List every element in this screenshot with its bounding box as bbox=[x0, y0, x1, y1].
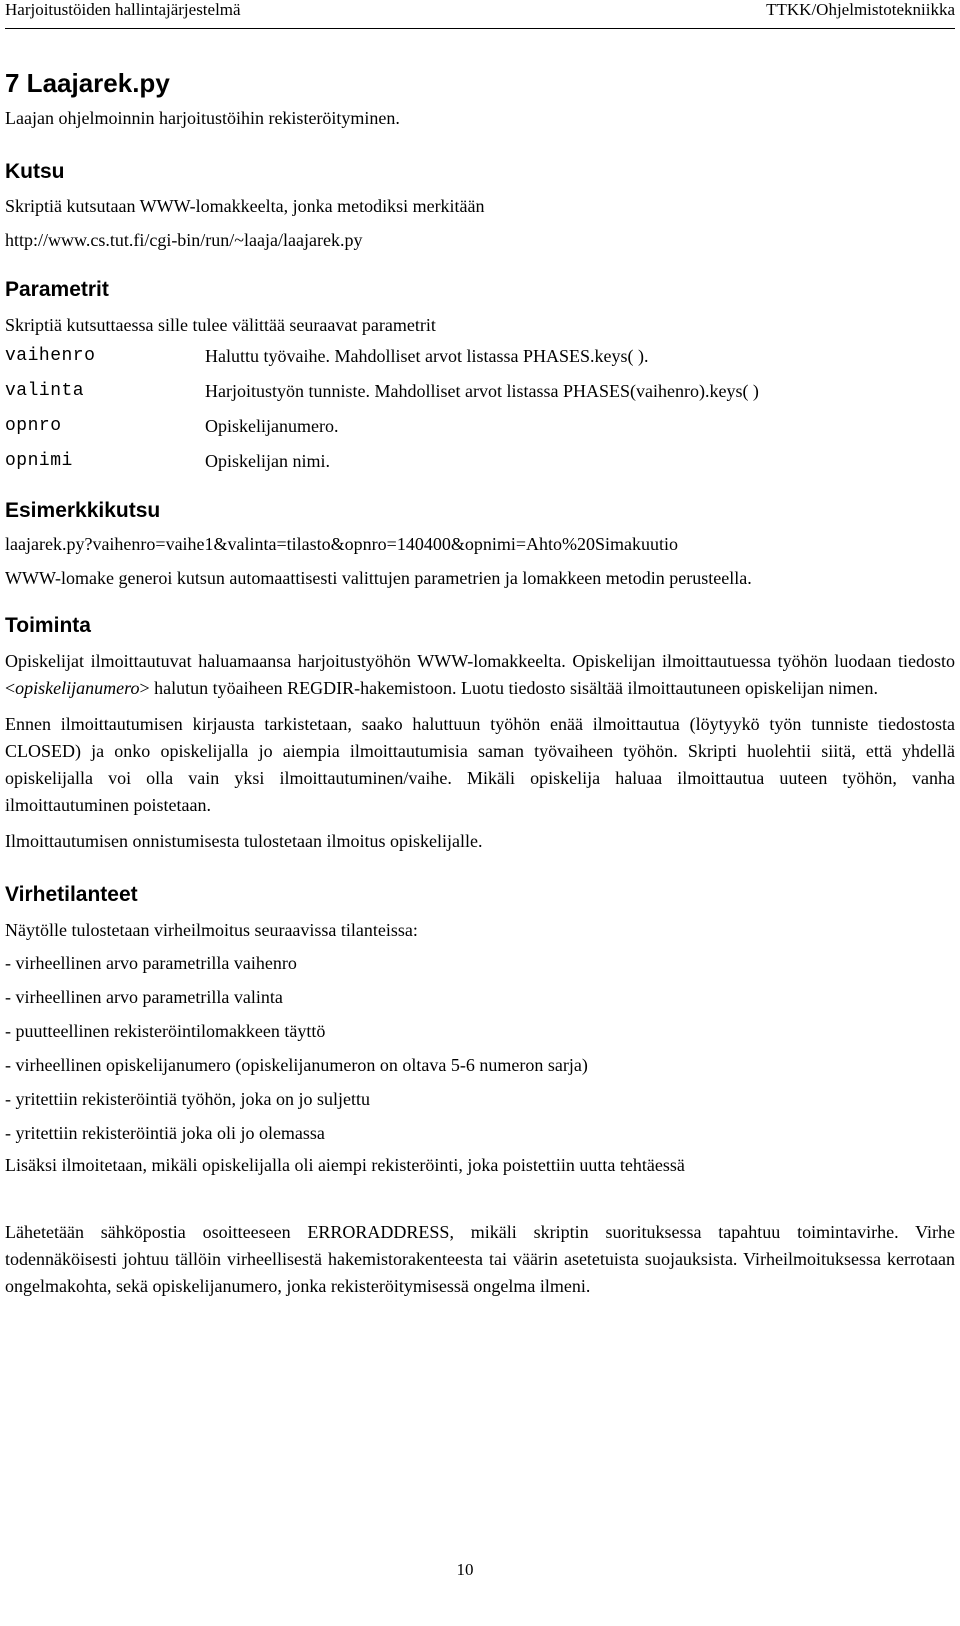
section-heading-esimerkkikutsu: Esimerkkikutsu bbox=[5, 499, 161, 522]
section-heading-parametrit: Parametrit bbox=[5, 278, 109, 301]
kutsu-url: http://www.cs.tut.fi/cgi-bin/run/~laaja/laajarek.py bbox=[5, 230, 363, 250]
parameter-description: Opiskelijanumero. bbox=[205, 416, 339, 436]
virhetilanteet-intro: Näytölle tulostetaan virheilmoitus seuraavissa tilanteissa: bbox=[5, 920, 418, 940]
parameter-description: Harjoitustyön tunniste. Mahdolliset arvot listassa PHASES(vaihenro).keys( ) bbox=[205, 381, 759, 401]
section-heading-virhetilanteet: Virhetilanteet bbox=[5, 883, 138, 906]
example-call: laajarek.py?vaihenro=vaihe1&valinta=tilasto&opnro=140400&opnimi=Ahto%20Simakuutio bbox=[5, 534, 678, 554]
kutsu-text: Skriptiä kutsutaan WWW-lomakkeelta, jonka metodiksi merkitään bbox=[5, 196, 485, 216]
toiminta-p1-before: Opiskelijat ilmoittautuvat haluamaansa harjoitustyöhön WWW-lomakkeelta. Opiskelijan ilmoittautuessa työhön luodaan tiedosto < bbox=[5, 651, 955, 698]
toiminta-p1-emphasis: opiskelijanumero bbox=[15, 678, 140, 698]
example-text: WWW-lomake generoi kutsun automaattisesti valittujen parametrien ja lomakkeen metodin perusteella. bbox=[5, 568, 752, 588]
section-heading-toiminta: Toiminta bbox=[5, 614, 91, 637]
toiminta-p1-after: > halutun työaiheen REGDIR-hakemistoon. Luotu tiedosto sisältää ilmoittautuneen opiskelijan nimen. bbox=[139, 678, 878, 698]
parameter-description: Opiskelijan nimi. bbox=[205, 451, 330, 471]
list-item: - yritettiin rekisteröintiä työhön, joka on jo suljettu bbox=[5, 1089, 370, 1109]
running-header bbox=[5, 0, 955, 24]
intro-text: Laajan ohjelmoinnin harjoitustöihin rekisteröityminen. bbox=[5, 108, 400, 128]
toiminta-paragraph-2: Ennen ilmoittautumisen kirjausta tarkistetaan, saako haluttuun työhön enää ilmoittautua (löytyykö työn tunniste tiedostosta CLOSED) ja onko opiskelijalla jo aiempia ilmoittautumisia saman työvaiheen työhön. Skripti huolehtii siitä, että yhdellä opiskelijalla voi olla vain yksi ilmoittautuminen/vaihe. Mikäli opiskelija haluaa ilmoittautua uuteen työhön, vanha ilmoittautuminen poistetaan. bbox=[5, 714, 955, 815]
parameter-name: opnimi bbox=[5, 451, 73, 471]
parameter-name: vaihenro bbox=[5, 346, 96, 366]
parameter-row bbox=[5, 444, 759, 479]
parametrit-intro: Skriptiä kutsuttaessa sille tulee välittää seuraavat parametrit bbox=[5, 315, 436, 335]
parameter-name: valinta bbox=[5, 381, 85, 401]
virhetilanteet-email: Lähetetään sähköpostia osoitteeseen ERRORADDRESS, mikäli skriptin suorituksessa tapahtuu toimintavirhe. Virhe todennäköisesti johtuu tällöin virheellisestä hakemistorakenteesta tai väärin asetetuista suojauksista. Virheilmoituksessa kerrotaan ongelmakohta, sekä opiskelijanumero, jonka rekisteröitymisessä ongelma ilmeni. bbox=[5, 1222, 955, 1296]
list-item: - yritettiin rekisteröintiä joka oli jo olemassa bbox=[5, 1123, 325, 1143]
parameter-table bbox=[5, 339, 759, 479]
section-heading-kutsu: Kutsu bbox=[5, 160, 65, 183]
header-left: Harjoitustöiden hallintajärjestelmä bbox=[5, 0, 241, 19]
header-rule bbox=[5, 28, 955, 29]
chapter-title: 7 Laajarek.py bbox=[5, 68, 170, 98]
parameter-row bbox=[5, 374, 759, 409]
parameter-name: opnro bbox=[5, 416, 62, 436]
document-body bbox=[5, 66, 955, 1300]
error-list bbox=[5, 946, 955, 1150]
toiminta-paragraph-3: Ilmoittautumisen onnistumisesta tulostetaan ilmoitus opiskelijalle. bbox=[5, 831, 483, 851]
parameter-row bbox=[5, 339, 759, 374]
list-item: - puutteellinen rekisteröintilomakkeen täyttö bbox=[5, 1021, 326, 1041]
parameter-row bbox=[5, 409, 759, 444]
virhetilanteet-extra: Lisäksi ilmoitetaan, mikäli opiskelijalla oli aiempi rekisteröinti, joka poistettiin uutta tehtäessä bbox=[5, 1155, 685, 1175]
toiminta-paragraph-1 bbox=[5, 648, 955, 702]
parameter-description: Haluttu työvaihe. Mahdolliset arvot listassa PHASES.keys( ). bbox=[205, 346, 649, 366]
list-item: - virheellinen arvo parametrilla valinta bbox=[5, 987, 283, 1007]
header-right: TTKK/Ohjelmistotekniikka bbox=[766, 0, 955, 19]
list-item: - virheellinen arvo parametrilla vaihenro bbox=[5, 953, 297, 973]
page-number: 10 bbox=[456, 1560, 474, 1579]
list-item: - virheellinen opiskelijanumero (opiskelijanumeron on oltava 5-6 numeron sarja) bbox=[5, 1055, 588, 1075]
